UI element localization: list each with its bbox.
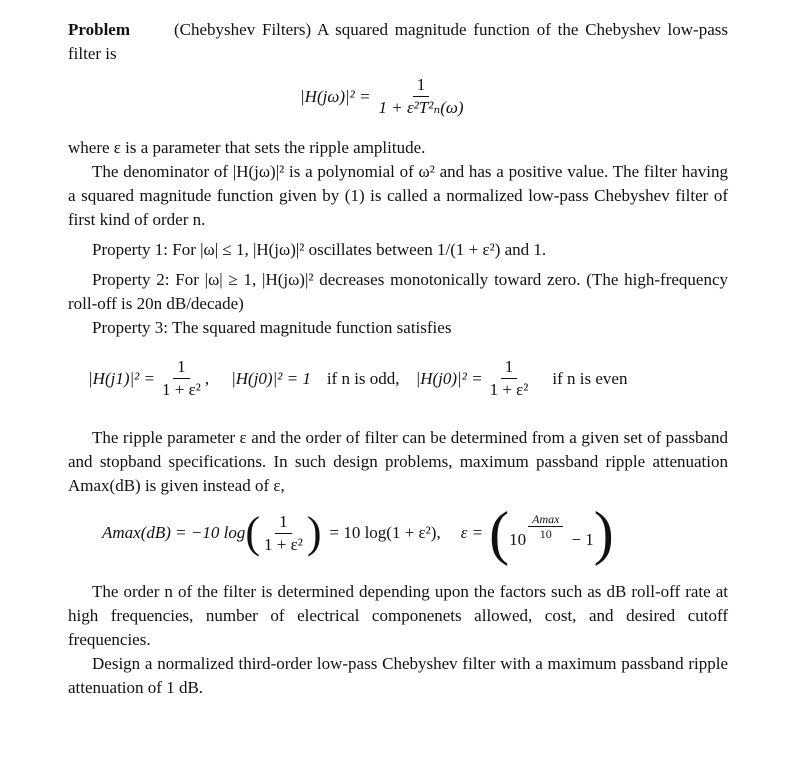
eq2-c-num: 1 bbox=[501, 356, 518, 379]
eq2-c-fraction bbox=[486, 356, 533, 401]
property-2: Property 2: For |ω| ≥ 1, |H(jω)|² decreases monotonically toward zero. (The high-frequency roll-off is 20n dB/decade) bbox=[68, 270, 728, 313]
eq3-den: 1 + ε² bbox=[264, 534, 303, 554]
eq3-base: 10 bbox=[509, 530, 527, 549]
problem-intro-text: (Chebyshev Filters) A squared magnitude function of the Chebyshev low-pass filter is bbox=[68, 20, 728, 63]
eq1-fraction bbox=[375, 74, 468, 119]
text-denominator: The denominator of |H(jω)|² is a polynomial of ω² and has a positive value. The filter having a squared magnitude function given by (1) is called a normalized low-pass Chebyshev filter of first kind of order n. bbox=[68, 162, 728, 229]
equation-3 bbox=[68, 498, 728, 580]
text-order: The order n of the filter is determined depending upon the factors such as dB roll-off rate at high frequencies, number of electrical componenets allowed, cost, and desired cutoff frequencies. bbox=[68, 582, 728, 649]
eq3-exponent bbox=[528, 512, 563, 541]
eq3-mid: = 10 log(1 + ε²), bbox=[329, 523, 441, 542]
eq3-exp-den: 10 bbox=[539, 526, 552, 541]
text-design-task: Design a normalized third-order low-pass Chebyshev filter with a maximum passband ripple attenuation of 1 dB. bbox=[68, 654, 728, 697]
eq1-lhs: |H(jω)|² = bbox=[300, 86, 371, 106]
eq1-denominator: 1 + ε²T²ₙ(ω) bbox=[378, 98, 464, 117]
property-3: Property 3: The squared magnitude function satisfies bbox=[92, 318, 452, 337]
eq3-close-paren: ) bbox=[306, 508, 322, 557]
eq3-lhs: Amax(dB) = −10 log bbox=[102, 523, 246, 542]
text-ripple-design: The ripple parameter ε and the order of filter can be determined from a given set of passband and stopband specifications. In such design problems, maximum passband ripple attenuation Amax(dB) is given instead of ε, bbox=[68, 428, 728, 495]
eq2-c-den: 1 + ε² bbox=[489, 380, 529, 399]
problem-label: Problem bbox=[68, 20, 131, 39]
eq3-close-paren-2: ) bbox=[593, 500, 614, 566]
eq2-c-lhs: |H(j0)|² = bbox=[415, 368, 483, 388]
text-ripple-parameter: where ε is a parameter that sets the ripple amplitude. bbox=[68, 138, 426, 157]
eq2-a-fraction bbox=[158, 356, 205, 401]
eq2-c-cond: if n is even bbox=[552, 368, 628, 388]
eq2-a-den: 1 + ε² bbox=[162, 380, 201, 399]
equation-1 bbox=[68, 66, 728, 136]
eq2-b: |H(j0)|² = 1 bbox=[231, 368, 311, 388]
eq2-b-cond: if n is odd, bbox=[326, 368, 400, 388]
eq3-open-paren-2: ( bbox=[489, 500, 510, 566]
eq3-exp-num: Amax bbox=[528, 512, 563, 527]
equation-2 bbox=[68, 340, 728, 426]
eq1-numerator: 1 bbox=[413, 74, 430, 97]
eq3-fraction bbox=[260, 511, 307, 556]
problem-page bbox=[68, 18, 728, 700]
eq2-a-num: 1 bbox=[173, 356, 190, 379]
property-1: Property 1: For |ω| ≤ 1, |H(jω)|² oscillates between 1/(1 + ε²) and 1. bbox=[92, 240, 547, 259]
eq3-num: 1 bbox=[275, 511, 292, 534]
eq2-a-sep: , bbox=[204, 368, 210, 388]
problem-intro bbox=[68, 18, 728, 66]
eq2-a-lhs: |H(j1)|² = bbox=[88, 368, 155, 388]
eq3-tail: − 1 bbox=[571, 530, 594, 549]
eq3-open-paren: ( bbox=[245, 508, 260, 557]
eq3-eps: ε = bbox=[460, 523, 484, 542]
